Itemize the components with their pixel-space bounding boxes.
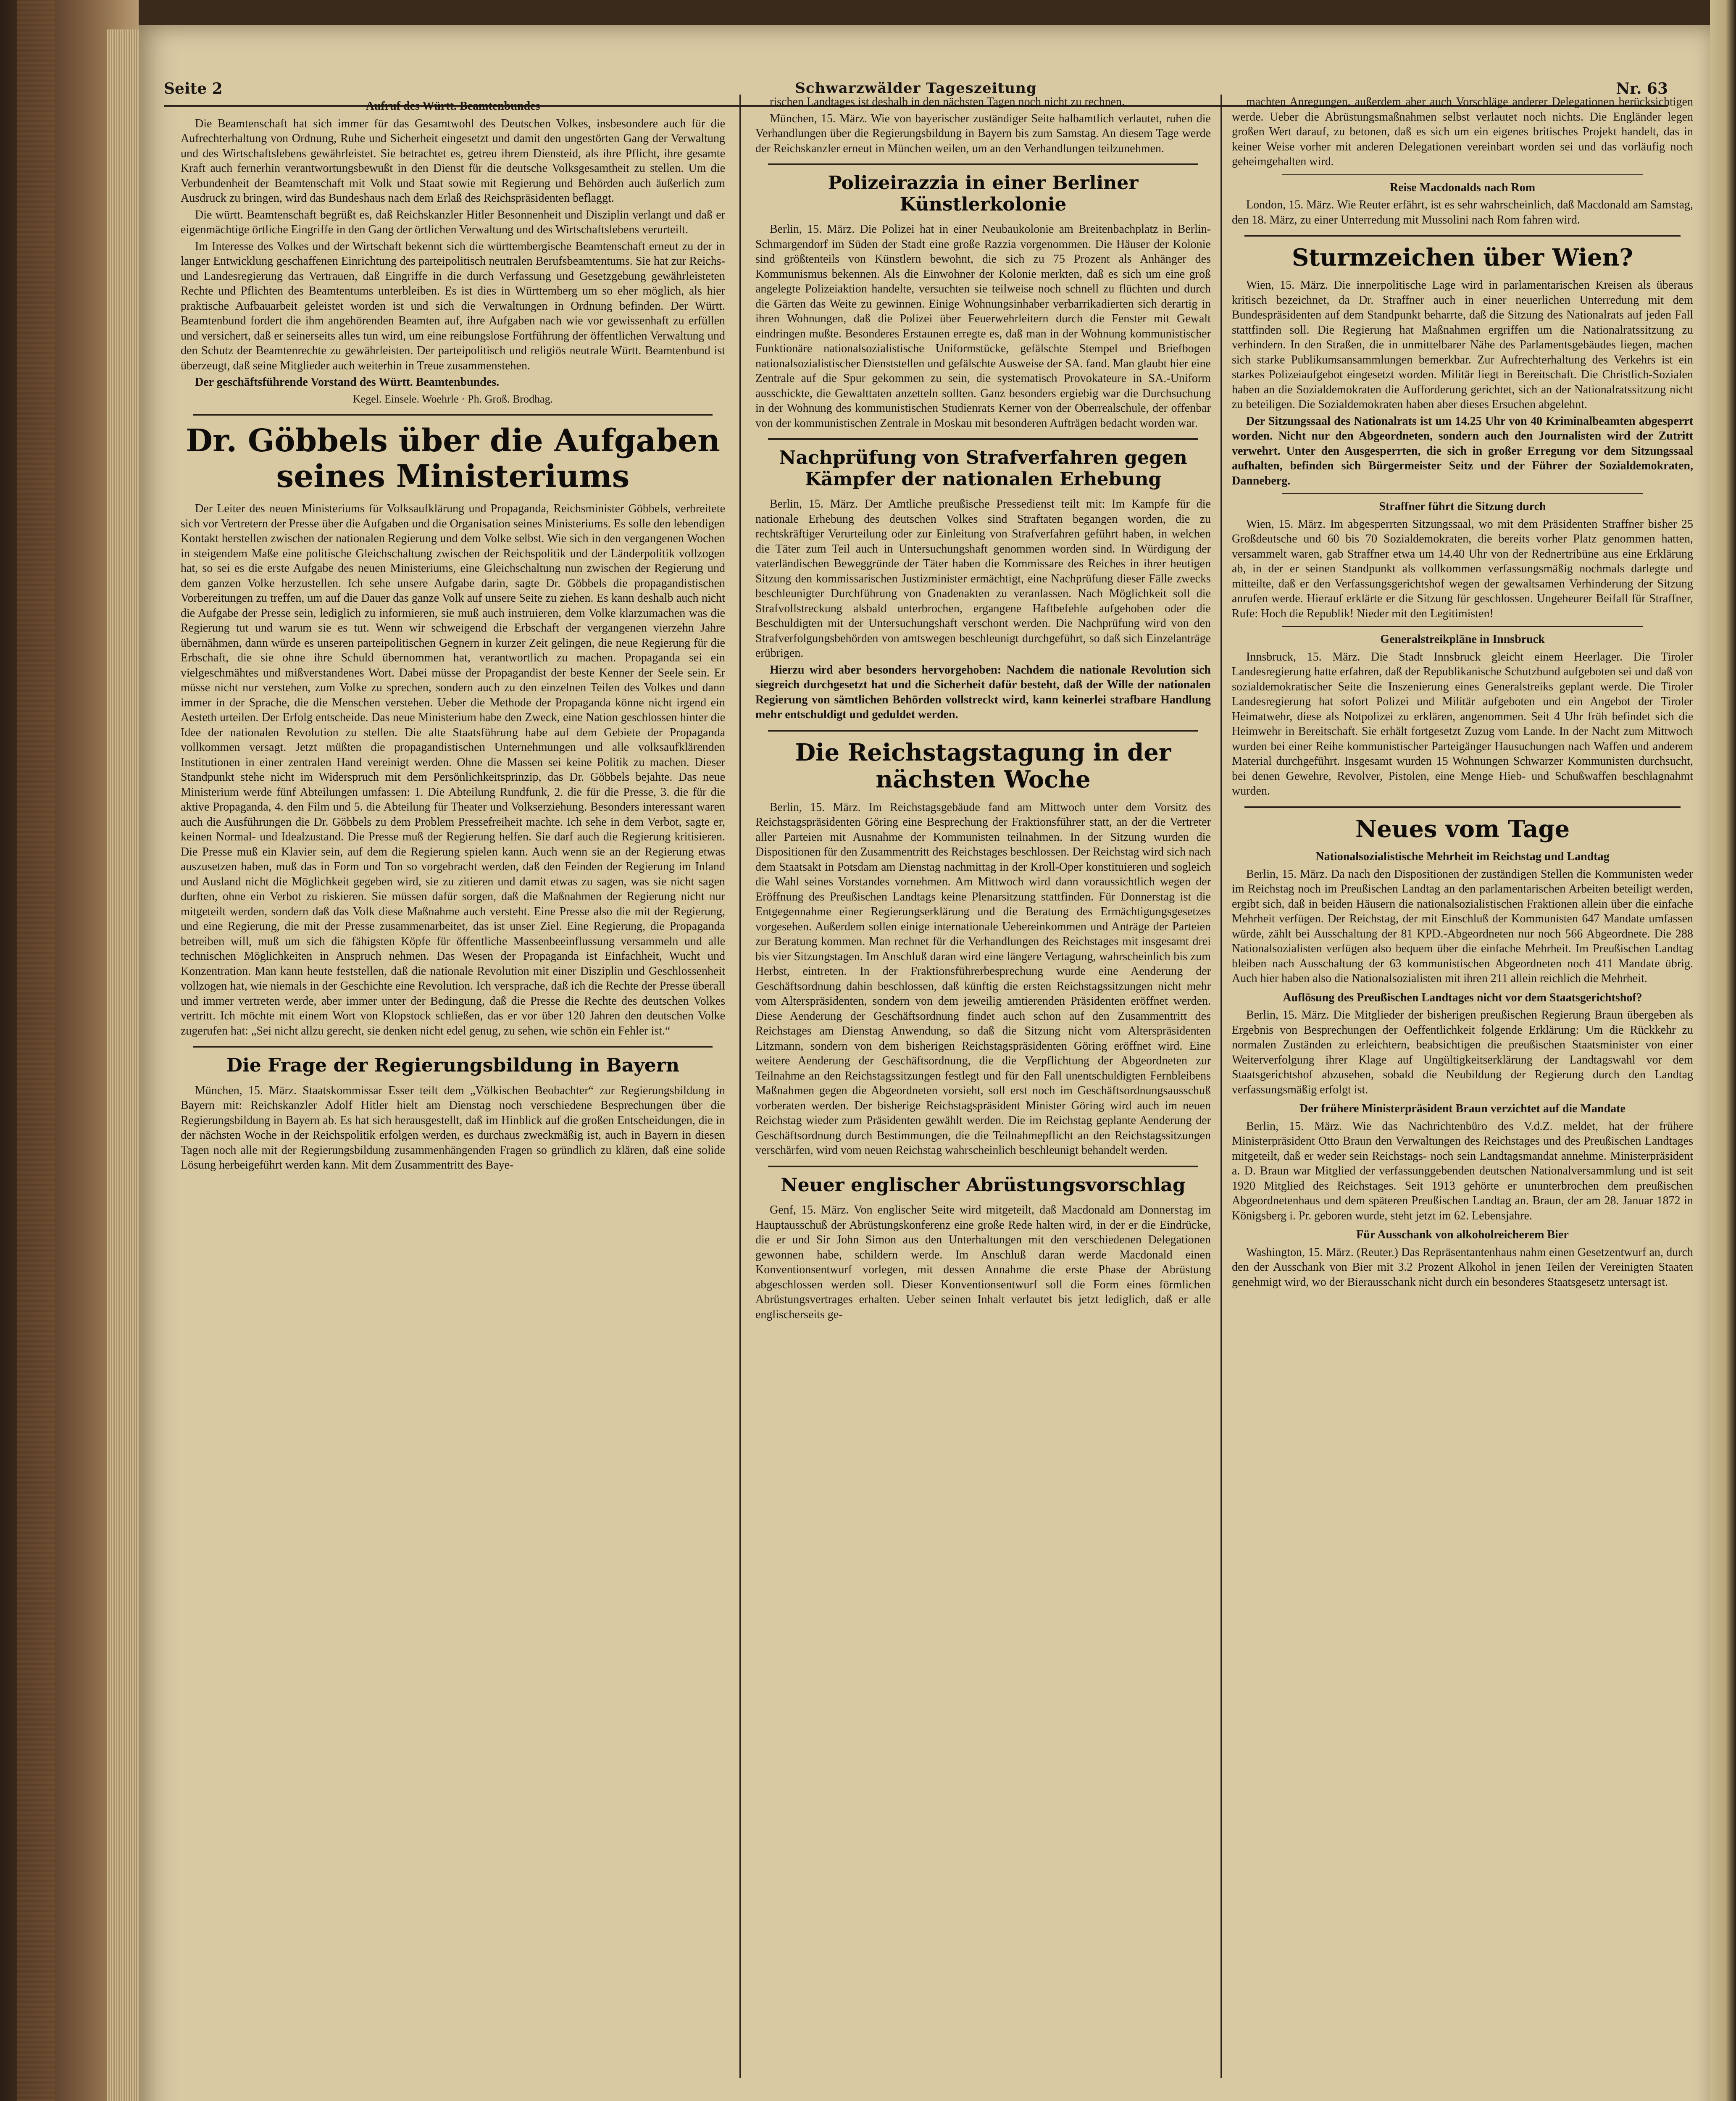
binding-cloth	[17, 0, 55, 2101]
article-paragraph: Wien, 15. März. Die innerpolitische Lage wird in parlamentarischen Kreisen als überaus kritisch bezeichnet, da Dr. Straffner auch in einer neuerlichen Unterredung mit dem Bundespräsidenten auf dem Standpunkt beharrte, daß die Sitzung des Nationalrats auf jeden Fall stattfinden soll. Die Regierung hat Maßnahmen ergriffen um die Nationalratssitzung zu verhindern. In den Straßen, die in unmittelbarer Nähe des Parlamentsgebäudes liegen, machen sich starke Publikumsansammlungen bemerkbar. Zur Aufrechterhaltung des Verkehrs ist ein starkes Polizeiaufgebot eingesetzt worden. Militär liegt in Bereitschaft. Die Christlich-Sozialen haben an die Sozialdemokraten die Aufforderung gerichtet, sich an der Nationalratssitzung nicht zu beteiligen. Die Sozialdemokraten haben aber dieses Ersuchen abgelehnt.	[1232, 279, 1693, 411]
article-paragraph: Berlin, 15. März. Die Polizei hat in einer Neubaukolonie am Breitenbachplatz in Berlin-Schmargendorf im Süden der Stadt eine große Razzia vorgenommen. Die Häuser der Kolonie sind größtenteils von Künstlern bewohnt, die sich zu 75 Prozent als Anhänger des Kommunismus bekennen. Als die Einwohner der Kolonie merkten, daß es sich um eine groß angelegte Polizeiaktion handelte, versuchten sie teilweise noch schnell zu flüchten und durch die Gärten das Weite zu gewinnen. Einige Wohnungsinhaber verbarrikadierten sich derartig in ihren Wohnungen, daß die Polizei über Feuerwehrleitern durch die Fenster mit Gewalt eindringen mußte. Besonderes Erstaunen erregte es, daß man in der Wohnung kommunistischer Funktionäre nationalsozialistische Uniformstücke, gefälschte Stempel und Briefbogen nationalsozialistischer Dienststellen und gefälschte Ausweise der SA. fand. Man glaubt hier eine Zentrale auf die Spur gekommen zu sein, die systematisch Provokateure in SA.-Uniform ausschickte, die Gewalttaten anzetteln sollten. Ganz besonders ergiebig war die Durchsuchung in der Wohnung des kommunistischen Studienrats Kerner von der Oberrealschule, der offenbar von der kommunistischen Zentrale in Moskau mit besonderen Aufträgen bedacht worden war.	[755, 223, 1211, 430]
divider	[1282, 626, 1643, 627]
article-paragraph: München, 15. März. Wie von bayerischer zuständiger Seite halbamtlich verlautet, ruhen die Verhandlungen über die Regierungsbildung in Bayern bis zum Samstag. An diesem Tage werde der Reichskanzler erneut in München weilen, um an den Verhandlungen teilzunehmen.	[755, 112, 1211, 155]
issue-number: Nr. 63	[1616, 80, 1668, 97]
article-paragraph: Berlin, 15. März. Im Reichstagsgebäude fand am Mittwoch unter dem Vorsitz des Reichstagspräsidenten Göring eine Besprechung der Fraktionsführer statt, an der die Vertreter aller Parteien mit Ausnahme der Kommunisten teilnahmen. In der Sitzung wurden die Dispositionen für den Zusammentritt des Reichstages beschlossen. Der Reichstag wird sich nach dem Staatsakt in Potsdam am Dienstag nachmittag in der Kroll-Oper konstituieren und sogleich die Wahl seines Vorstandes vornehmen. Am Mittwoch wird dann voraussichtlich wegen der Eröffnung des Preußischen Landtags keine Plenarsitzung stattfinden. Für Donnerstag ist die Entgegennahme einer Regierungserklärung und die Beratung des Ermächtigungsgesetzes vorgesehen. Außerdem sollen einige internationale Uebereinkommen und Anträge der Parteien zur Beratung kommen. Man rechnet für die Verhandlungen des Reichstages mit insgesamt drei bis vier Sitzungstagen. Im Anschluß daran wird eine längere Vertagung, wahrscheinlich bis zum Herbst, eintreten. In der Fraktionsführerbesprechung wurde eine Aenderung der Geschäftsordnung dahin beschlossen, daß künftig die ersten Reichstagssitzungen nicht mehr vom Alterspräsidenten, sondern von dem jeweilig amtierenden Präsidenten eröffnet werden. Diese Aenderung der Geschäftsordnung findet auch schon auf den Zusammentritt des Reichstages am Dienstag Anwendung, so daß die Sitzung nicht vom Alterspräsidenten Litzmann, sondern von dem bisherigen Reichstagspräsidenten Göring eröffnet wird. Eine weitere Aenderung der Geschäftsordnung, die die Verpflichtung der Abgeordneten zur Teilnahme an den Reichstagssitzungen festlegt und für den Fall unentschuldigten Fernbleibens Maßnahmen gegen die Abgeordneten vorsieht, soll erst noch im Geschäftsordnungsausschuß vorberaten werden. Der bisherige Reichstagspräsident Minister Göring wird auch im neuen Reichstag wieder zum Präsidenten gewählt werden. Die im Reichstag geplante Aenderung der Geschäftsordnung durch Bestimmungen, die die Teilnahmepflicht an den Reichstagssitzungen verschärfen, wird vom neuen Reichstag wahrscheinlich beschleunigt behandelt werden.	[755, 800, 1211, 1157]
column-middle	[755, 95, 1211, 2101]
article-paragraph: Wien, 15. März. Im abgesperrten Sitzungssaal, wo mit dem Präsidenten Straffner bisher 25 Großdeutsche und 60 bis 70 Sozialdemokraten, die bereits vorher Platz genommen hatten, versammelt waren, gab Straffner etwa um 14.40 Uhr von der Rednertribüne aus eine Erklärung ab, in der er seinen Standpunkt als vollkommen verfassungsmäßig nochmals darlegte und mitteilte, daß er den Verfassungsgerichtshof wegen der gewaltsamen Verhinderung der Sitzung anrufen werde. Hierauf erklärte er die Sitzung für geschlossen. Ungeheurer Beifall für Straffner, Rufe: Hoch die Republik! Nieder mit den Legitimisten!	[1232, 517, 1693, 620]
article-title: Für Ausschank von alkoholreicherem Bier	[1356, 1228, 1569, 1242]
article-paragraph: rischen Landtages ist deshalb in den nächsten Tagen noch nicht zu rechnen.	[770, 95, 1125, 108]
divider	[1244, 235, 1681, 237]
divider	[1244, 806, 1681, 808]
article-paragraph: Innsbruck, 15. März. Die Stadt Innsbruck gleicht einem Heerlager. Die Tiroler Landesregierung hatte erfahren, daß der Republikanische Schutzbund aufgeboten sei und daß von sozialdemokratischer Seite die Inszenierung eines Generalstreiks geplant werde. Die Tiroler Landesregierung hat sofort Polizei und Militär aufgeboten und ein Angebot der Tiroler Heimatwehr, diese als Notpolizei zu erklären, angenommen. Seit 4 Uhr früh befindet sich die Heimwehr in Bereitschaft. Sie erhält fortgesetzt Zuzug vom Lande. In der Nacht zum Mittwoch wurden bei einer Reihe kommunistischer Parteigänger Hausuchungen nach Waffen und anderem Material durchgeführt. Insgesamt wurden 15 Wohnungen Schwarzer Kommunisten durchsucht, bei denen Gewehre, Revolver, Pistolen, eine Menge Hieb- und Schußwaffen beschlagnahmt wurden.	[1232, 650, 1693, 798]
headline: Die Frage der Regierungsbildung in Bayern	[226, 1055, 679, 1077]
divider	[1282, 174, 1643, 175]
divider	[1282, 493, 1643, 494]
article-paragraph: Die württ. Beamtenschaft begrüßt es, daß Reichskanzler Hitler Besonnenheit und Disziplin verlangt und daß er eigenmächtige örtliche Eingriffe in den Gang der örtlichen Verwaltung und des Wirtschaftslebens verurteilt.	[181, 208, 725, 236]
article-title: Der frühere Ministerpräsident Braun verzichtet auf die Mandate	[1299, 1102, 1626, 1116]
headline: Die Reichstagstagung in der nächsten Woche	[795, 738, 1171, 794]
headline: Neuer englischer Abrüstungsvorschlag	[781, 1174, 1186, 1196]
column-right	[1232, 95, 1693, 2101]
article-paragraph: Der Leiter des neuen Ministeriums für Volksaufklärung und Propaganda, Reichsminister Göbbels, verbreitete sich vor Vertretern der Presse über die Aufgaben und die Organisation seines Ministeriums. Es solle den lebendigen Kontakt herstellen zwischen der nationalen Regierung und dem Volke selbst. Wie sich in den vergangenen Wochen in steigendem Maße eine politische Gleichschaltung zwischen der Reichspolitik und der Länderpolitik vollzogen hat, so sei es die erste Aufgabe des neuen Ministeriums, eine Gleichschaltung nun zwischen der Regierung und dem ganzen Volke herzustellen. Ich sehe unsere Aufgabe darin, sagte Dr. Göbbels die propagandistischen Vorbereitungen zu treffen, um auf die Dauer das ganze Volk auf unsere Seite zu ziehen. Es kann deshalb auch nicht die Aufgabe der Presse sein, lediglich zu informieren, sie muß auch instruieren, dem Volke klarzumachen was die Regierung tut und warum sie es tut. Wenn wir schweigend die Erbschaft der vergangenen vierzehn Jahre übernähmen, dann würde es unseren parteipolitischen Gegnern in kurzer Zeit gelingen, die neue Regierung für die Erbschaft, die sie ohne ihre Schuld übernommen hat, verantwortlich zu machen. Propaganda sei ein vielgeschmähtes und mißverstandenes Wort. Dabei müsse der Propagandist der beste Kenner der Seele sein. Er müsse nicht nur verstehen, zum Volke zu sprechen, sondern auch zu den einzelnen Teilen des Volkes und dann immer in der Sprache, die die Menschen verstehen. Ueber die Methode der Propaganda könne nicht irgend ein Aesteth urteilen. Der Erfolg entscheide. Das neue Ministerium habe den Zweck, eine Nation geschlossen hinter die Idee der nationalen Revolution zu stellen. Die alte Staatsführung habe auf dem Gebiete der Propaganda vollkommen versagt. Jetzt müßten die propagandistischen Unternehmungen und alle volksaufklärenden Institutionen in einer zentralen Hand vereinigt werden. Ohne die Massen sei keine Politik zu machen. Dieser Standpunkt stehe nicht im Widerspruch mit dem Persönlichkeitsprinzip, das Dr. Göbbels bejahte. Das neue Ministerium werde fünf Abteilungen umfassen: 1. Die Abteilung Rundfunk, 2. die für die Presse, 3. die für die aktive Propaganda, 4. den Film und 5. die Abteilung für Theater und Volkserziehung. Besonders interessant waren auch die Ausführungen die Dr. Göbbels zu dem Problem Pressefreiheit machte. Ich sehe in dem Verbot, sagte er, keinen Normal- und Idealzustand. Die Presse muß der Regierung helfen. Sie darf auch die Regierung kritisieren. Die Presse muß ein Klavier sein, auf dem die Regierung spielen kann. Auch wenn sie an der Regierung etwas auszusetzen haben, muß das in Form und Ton so vorgebracht werden, daß den Feinden der Regierung im Inland und Ausland nicht die Möglichkeit gegeben wird, sie zu zitieren und damit etwas zu sagen, was sie nicht sagen durften, ohne ein Verbot zu riskieren. Sie müssen dafür sorgen, daß die Maßnahmen der Regierung nicht nur mitgeteilt werden, sondern daß das Volk diese Maßnahme auch versteht. Eine Presse also die mit der Regierung, und eine Regierung, die mit der Presse zusammenarbeitet, das ist unser Ziel. Eine Regierung, die Propaganda betreiben will, muß um sich die fähigsten Köpfe für öffentliche Massenbeeinflussung versammeln und alle technischen Möglichkeiten in Anspruch nehmen. Das Wesen der Propaganda ist Einfachheit, Wucht und Konzentration. Man kann heute feststellen, daß die nationale Revolution mit einer Disziplin und Geschlossenheit vollzogen hat, wie niemals in der Geschichte eine Revolution. Ich versprache, daß ich die Rechte der Presse überall und immer vertreten werde, aber immer unter der Bedingung, daß die Presse die Rechte des deutschen Volkes vertritt. Ich möchte mit einem Wort von Klopstock schließen, das er vor über 120 Jahren den deutschen Volke zugerufen hat: „Sei nicht allzu gerecht, sie denken nicht edel genug, zu sehen, wie schön ein Fehler ist.“	[181, 502, 725, 1037]
headline: Sturmzeichen über Wien?	[1292, 244, 1633, 271]
divider	[768, 730, 1198, 732]
article-paragraph: Berlin, 15. März. Da nach den Dispositionen der zuständigen Stellen die Kommunisten weder im Reichstag noch im Preußischen Landtag an den parlamentarischen Arbeiten beteiligt werden, ergibt sich, daß in beiden Häusern die nationalsozialistischen Fraktionen allein über die einfache Mehrheit verfügen. Der Reichstag, der mit Einschluß der Kommunisten 647 Mandate umfassen würde, zählt bei Ausschaltung der 81 KPD.-Abgeordneten nur noch 566 Abgeordnete. Die 288 Nationalsozialisten verfügen also bequem über die einfache Mehrheit. Im Preußischen Landtag bleiben nach Ausschaltung der 63 kommunistischen Abgeordneten noch 411 Mandate übrig. Auch hier haben also die Nationalsozialisten mit ihren 211 allein reichlich die Mehrheit.	[1232, 867, 1693, 985]
article-paragraph: Washington, 15. März. (Reuter.) Das Repräsentantenhaus nahm einen Gesetzentwurf an, durch den der Ausschank von Bier mit 3.2 Prozent Alkohol in jenen Teilen der Vereinigten Staaten genehmigt wird, wo der Bierausschank nicht durch ein besonderes Staatsgesetz untersagt ist.	[1232, 1245, 1693, 1289]
column-rule	[1220, 95, 1222, 2078]
next-page-edge	[1710, 0, 1736, 2101]
article-title: Auflösung des Preußischen Landtages nicht vor dem Staatsgerichtshof?	[1283, 991, 1642, 1004]
divider	[768, 163, 1198, 165]
article-title: Reise Macdonalds nach Rom	[1389, 181, 1536, 194]
divider	[768, 438, 1198, 440]
article-paragraph: Berlin, 15. März. Der Amtliche preußische Pressedienst teilt mit: Im Kampfe für die nationale Erhebung des deutschen Volkes sind Straftaten begangen worden, die zu rechtskräftiger Verurteilung oder zur Einleitung von Strafverfahren geführt haben, in welchen die Täter zum Teil auch in Untersuchungshaft genommen worden sind. In Würdigung der vaterländischen Beweggründe der Täter haben die Kommissare des Reiches in ihrer heutigen Sitzung den kommissarischen Justizminister ermächtigt, eine Nachprüfung dieser Fälle zwecks beschleunigter Durchführung von Gnadenakten zu veranlassen. Nach Möglichkeit soll die Strafvollstreckung alsbald unterbrochen, ergangene Haftbefehle aufgehoben oder die Beschuldigten mit der Untersuchungshaft verschont werden. Die Nachprüfung wird von den Strafverfolgungsbehörden von amtswegen beschleunigt durchgeführt, so daß sich Einzelanträge erübrigen.	[755, 498, 1211, 660]
article-paragraph: Der Sitzungssaal des Nationalrats ist um 14.25 Uhr von 40 Kriminalbeamten abgesperrt worden. Nicht nur den Abgeordneten, sondern auch den Journalisten wird der Zutritt verwehrt. Unter den Ausgesperrten, die sich in großer Erregung vor dem Sitzungssaal aufhalten, befinden sich Bürgermeister Seitz und der Führer der Sozialdemokraten, Danneberg.	[1232, 414, 1693, 487]
newspaper-title: Schwarzwälder Tageszeitung	[795, 80, 1037, 97]
column-rule	[739, 95, 741, 2078]
article-paragraph: Berlin, 15. März. Wie das Nachrichtenbüro des V.d.Z. meldet, hat der frühere Ministerpräsident Otto Braun den Verwaltungen des Reichstages und des Preußischen Landtages mitgeteilt, daß er weder sein Reichstags- noch sein Landtagsmandat annehme. Ministerpräsident a. D. Braun war Mitglied der verfassunggebenden deutschen Nationalversammlung und ist seit 1920 Mitglied des Reichstages. Seit 1913 gehörte er ununterbrochen dem preußischen Abgeordnetenhaus und dem späteren Preußischen Landtag an. Braun, der am 28. Januar 1872 in Königsberg i. Pr. geboren wurde, steht jetzt im 62. Lebensjahre.	[1232, 1119, 1693, 1222]
article-title: Straffner führt die Sitzung durch	[1379, 500, 1546, 513]
article-title: Generalstreikpläne in Innsbruck	[1380, 633, 1545, 646]
headline: Neues vom Tage	[1355, 815, 1570, 843]
page-stack	[107, 29, 141, 2101]
article-paragraph: Berlin, 15. März. Die Mitglieder der bisherigen preußischen Regierung Braun übergeben als Ergebnis von Besprechungen der Oeffentlichkeit folgende Erklärung: Um die Rückkehr zu normalen Zuständen zu erleichtern, beabsichtigen die preußischen Staatsminister von einer Weiterverfolgung ihrer Klage auf Ungültigkeitserklärung der Landtagswahl vor dem Staatsgerichtshof abzusehen, sobald die Neubildung der Regierung durch den Landtag verfassungsmäßig erfolgt ist.	[1232, 1008, 1693, 1096]
article-paragraph: Die Beamtenschaft hat sich immer für das Gesamtwohl des Deutschen Volkes, insbesondere auch für die Aufrechterhaltung von Ordnung, Ruhe und Sicherheit eingesetzt und damit den ungestörten Gang der Verwaltung und des Wirtschaftslebens gewährleistet. Sie betrachtet es, getreu ihrem Diensteid, als ihre Pflicht, ihre gesamte Kraft auch fernerhin verantwortungsbewußt in den Dienst für die deutsche Volksgesamtheit zu stellen. Um die Verbundenheit der Beamtenschaft mit Volk und Staat sowie mit Regierung und Behörden auch äußerlich zum Ausdruck zu bringen, wird das Bundeshaus nach dem Erlaß des Reichspräsidenten beflaggt.	[181, 117, 725, 205]
page-number: Seite 2	[164, 80, 223, 97]
article-title: Nationalsozialistische Mehrheit im Reichstag und Landtag	[1315, 850, 1610, 864]
headline: Nachprüfung von Strafverfahren gegen Kämpfer der nationalen Erhebung	[779, 447, 1187, 490]
article-paragraph: Hierzu wird aber besonders hervorgehoben: Nachdem die nationale Revolution sich siegreich durchgesetzt hat und die Sicherheit dafür besteht, daß der Wille der nationalen Regierung von sämtlichen Behörden vollstreckt wird, kann keinerlei strafbare Handlung mehr entschuldigt und geduldet werden.	[755, 663, 1211, 721]
headline: Polizeirazzia in einer Berliner Künstlerkolonie	[828, 172, 1139, 215]
article-paragraph: Im Interesse des Volkes und der Wirtschaft bekennt sich die württembergische Beamtenschaft erneut zu der in langer Entwicklung geschaffenen Einrichtung des parteipolitisch neutralen Berufsbeamtentums. Sie hat zur Reichs- und Landesregierung das Vertrauen, daß Eingriffe in die durch Verfassung und Gesetzgebung gewährleisteten Rechte und Pflichten des Beamtentums unterbleiben. Es ist dies in Württemberg um so eher möglich, als hier praktische Aufbauarbeit geleistet worden ist und sich die Verwaltungen in Ordnung befinden. Der Württ. Beamtenbund fordert die ihm angehörenden Beamten auf, ihre Aufgaben nach wie vor gewissenhaft zu erfüllen und versichert, daß er seinerseits alles tun wird, um eine reibungslose Fortführung der öffentlichen Verwaltung und den Schutz der Beamtenrechte zu gewährleisten. Der parteipolitisch und religiös neutrale Württ. Beamtenbund ist überzeugt, daß seine Mitglieder auch weiterhin in Treue zusammenstehen.	[181, 240, 725, 372]
divider	[193, 414, 713, 416]
article-paragraph: München, 15. März. Staatskommissar Esser teilt dem „Völkischen Beobachter“ zur Regierungsbildung in Bayern mit: Reichskanzler Adolf Hitler hielt am Dienstag noch verschiedene Besprechungen über die Regierungsbildung in Bayern ab. Es hat sich herausgestellt, daß im Hinblick auf die großen Entscheidungen, die in der nächsten Woche in der Reichspolitik erfolgen werden, es durchaus zweckmäßig ist, auch in Bayern in diesen Tagen noch alle mit der Regierungsbildung zusammenhängenden Fragen so gründlich zu klären, daß eine solide Lösung herbeigeführt werden kann. Mit dem Zusammentritt des Baye-	[181, 1084, 725, 1172]
divider	[768, 1166, 1198, 1167]
article-paragraph: Genf, 15. März. Von englischer Seite wird mitgeteilt, daß Macdonald am Donnerstag im Hauptausschuß der Abrüstungskonferenz eine große Rede halten wird, in der er die Eindrücke, die er und Sir John Simon aus den Unterhaltungen mit den verschiedenen Delegationen gewonnen habe, schildern werde. Im Anschluß daran werde Macdonald einen Konventionsentwurf vorlegen, mit dessen Annahme die erste Phase der Abrüstung abgeschlossen werden soll. Dieser Konventionsentwurf soll die Form eines förmlichen Abrüstungsvertrages erhalten. Ueber seinen Inhalt verlautet bis jetzt lediglich, daß er alle englischerseits ge-	[755, 1203, 1211, 1321]
divider	[193, 1046, 713, 1048]
article-paragraph: London, 15. März. Wie Reuter erfährt, ist es sehr wahrscheinlich, daß Macdonald am Samstag, den 18. März, zu einer Unterredung mit Mussolini nach Rom fahren wird.	[1232, 198, 1693, 226]
signatories: Kegel. Einsele. Woehrle · Ph. Groß. Brodhag.	[352, 392, 553, 405]
column-left	[181, 95, 725, 2101]
article-title: Aufruf des Württ. Beamtenbundes	[366, 100, 540, 113]
headline: Dr. Göbbels über die Aufgaben seines Ministeriums	[186, 423, 720, 495]
article-paragraph: machten Anregungen, außerdem aber auch Vorschläge anderer Delegationen berücksichtigen werde. Ueber die Abrüstungsmaßnahmen selbst verlautet noch nichts. Die Engländer legen großen Wert darauf, zu betonen, daß es sich um ein eigenes britisches Projekt handelt, das in keiner Weise vorher mit anderen Delegationen vereinbart worden sei und das vorläufig noch geheimgehalten wird.	[1232, 95, 1693, 168]
article-paragraph: Der geschäftsführende Vorstand des Württ. Beamtenbundes.	[195, 376, 500, 389]
